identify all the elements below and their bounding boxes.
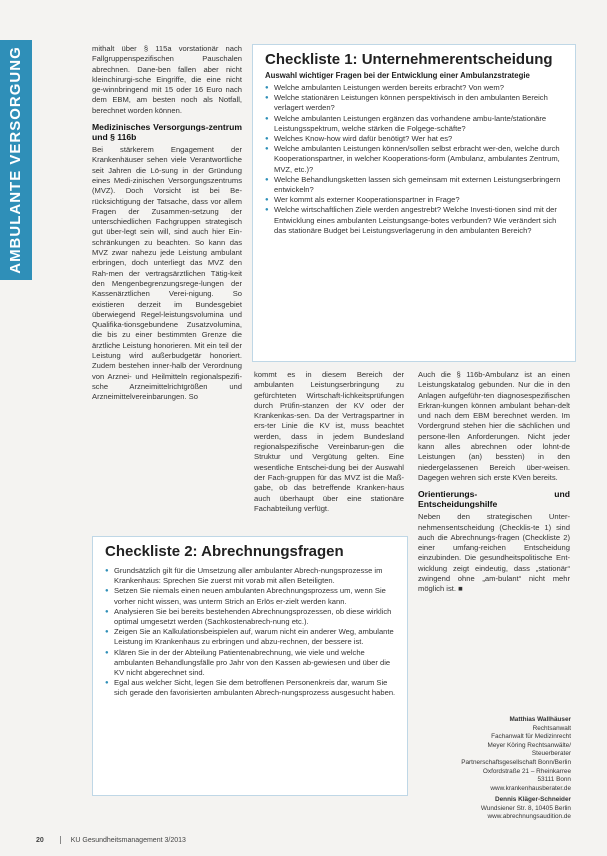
checklist-1-item: ● Wer kommt als externer Kooperationspartner in Frage? [265, 195, 565, 205]
left-intro-text: mithalt über § 115a vorstationär nach Fallgruppenspezifischen Pauschalen abrechnen. Dane-ben fallen aber nicht kleinchirurgi-sche Eingriffe, die eine nicht ge-winnbringend mit 15 oder 16 Euro nach dem EBM, am besten noch als Notfall, berechnet worden können. [92, 44, 242, 115]
author-2-name: Dennis Kläger-Schneider [495, 796, 571, 803]
author-1-line: Oxfordstraße 21 – Rheinkarree [482, 767, 571, 775]
checklist-1-list [265, 83, 565, 236]
mvz-heading: Medizinisches Versorgungs-zentrum und § 116b [92, 122, 242, 143]
author-block-2 [481, 796, 571, 822]
publication-name: KU Gesundheitsmanagement 3/2013 [70, 836, 186, 844]
checklist-1-item: ● Welche ambulanten Leistungen können/sollen selbst erbracht wer-den, welche durch Kooperationspartner, in welcher Kooperations-form (Ambulanz, ambulantes Zentrum, MVZ, etc.)? [265, 144, 565, 175]
right-column [418, 370, 570, 595]
checklist-2-box [92, 536, 408, 796]
author-1-line: 53111 Bonn [537, 776, 571, 784]
author-1-line: Rechtsanwalt [532, 724, 571, 732]
author-block-1 [461, 716, 571, 793]
checklist-2-item: ● Analysieren Sie bei bereits bestehenden Abrechnungsprozessen, ob diese wirklich optimal umgesetzt werden (Sachkostenabrech-nung etc.). [105, 607, 397, 627]
page-footer [36, 836, 186, 844]
checklist-2-item: ● Zeigen Sie an Kalkulationsbeispielen auf, warum nicht ein anderer Weg, ambulante Leistung im Krankenhaus zu erbringen und abzu-rechnen, der bessere ist. [105, 627, 397, 647]
checklist-2-item: ● Grundsätzlich gilt für die Umsetzung aller ambulanter Abrech-nungsprozesse im Krankenhaus: Sprechen Sie zuerst mit vorab mit allen Beteiligten. [105, 566, 397, 586]
author-2-line: Wundsiener Str. 8, 10405 Berlin [480, 804, 571, 812]
checklist-1-item: ● Welche ambulanten Leistungen ergänzen das vorhandene ambu-lante/stationäre Leistungsspektrum, welche stärken die Folgege-schäfte? [265, 114, 565, 134]
left-column [92, 44, 242, 403]
author-1-line: Meyer Köring Rechtsanwälte/ [487, 741, 571, 749]
author-1-line: Fachanwalt für Medizinrecht [491, 733, 571, 741]
footer-divider [60, 836, 61, 844]
right-body-text-1: Auch die § 116b-Ambulanz ist an einen Leistungskatalog gebunden. Nur die in den Anlagen aufgeführ-ten diagnosespezifischen Erkran-kungen können ambulant behan-delt und nach dem EBM berechnet werden. Im Vordergrund stehen hier die sächlichen und persone-llen Anforderungen. Nicht jeder kann alles abrechnen oder lohnt-de Leistungen (an) bessten) in den niedergelassenen Bereich über-weisen. Dagegen wehren sich erste KVen bereits. [418, 370, 570, 482]
checklist-2-item: ● Klären Sie in der der Abteilung Patientenabrechnung, wie viele und welche ambulanten Behandlungsfälle pro Jahr von den Kassen ab-gewiesen und über die KV nicht abgerechnet sind. [105, 648, 397, 679]
author-1-link[interactable]: www.krankenhausberater.de [490, 784, 571, 792]
author-2-link[interactable]: www.abrechnungsaudition.de [487, 813, 571, 821]
checklist-1-subtitle: Auswahl wichtiger Fragen bei der Entwicklung einer Ambulanzstrategie [265, 71, 530, 80]
checklist-2-item: ● Setzen Sie niemals einen neuen ambulanten Abrechnungsprozess um, wenn Sie vorher nicht wissen, was unterm Strich an Erlös er-zielt werden kann. [105, 586, 397, 606]
checklist-1-item: ● Welche stationären Leistungen können perspektivisch in den ambulanten Bereich verlagert werden? [265, 93, 565, 113]
page-number: 20 [36, 836, 44, 844]
checklist-1-title: Checkliste 1: Unternehmerentscheidung [265, 51, 553, 68]
orientation-heading: Orientierungs- und Entscheidungshilfe [418, 489, 570, 510]
checklist-2-item: ● Egal aus welcher Sicht, legen Sie dem betroffenen Personenkreis dar, warum Sie sich gerade den favorisierten ambulanten Abrech-nungsprozess ausgesucht haben. [105, 678, 397, 698]
checklist-1-item: ● Welche Behandlungsketten lassen sich gemeinsam mit externen Leistungserbringern entwickeln? [265, 175, 565, 195]
middle-body-text: kommt es in diesem Bereich der ambulanten Leistungserbringung zu gefürchteten Wirtschaft-lichkeitsprüfungen durch Prüfin-stanzen der KV oder der Krankenkas-sen. Da der Vertragspartner in ers-ter Linie die KV ist, muss beachtet werden, dass in jedem Bundesland regionalspezifische Vereinbarun-gen die Struktur und Vergütung gelten. Eine wesentliche Entschei-dung bei der Auswahl der Fach-gruppen für das MVZ ist die Maß-gabe, ob das betreffende Kranken-haus auch überhaupt über eine stationäre Fachabteilung verfügt. [254, 370, 404, 513]
middle-column [254, 370, 404, 514]
author-1-line: Partnerschaftsgesellschaft Bonn/Berlin [461, 758, 571, 766]
author-1-name: Matthias Wallhäuser [509, 716, 571, 723]
checklist-1-item: ● Welches Know-how wird dafür benötigt? Wer hat es? [265, 134, 565, 144]
checklist-1-item: ● Welche wirtschaftlichen Ziele werden angestrebt? Welche Investi-tionen sind mit der Entwicklung eines ambulanten Leistungsange-botes verbunden? Wie verändert sich das stationäre Budget bei Leistungsverlagerung in den ambulanten Bereich? [265, 205, 565, 236]
checklist-1-box [252, 44, 576, 362]
checklist-2-list [105, 566, 397, 699]
checklist-2-title: Checkliste 2: Abrechnungsfragen [105, 543, 344, 560]
section-tab-label: AMBULANTE VERSORGUNG [7, 46, 24, 274]
right-body-text-2: Neben den strategischen Unter-nehmensentscheidung (Checklis-te 1) sind auch die Abrechnungs-fragen (Checkliste 2) einer umfang-reichen Entscheidung einzubinden. Die gesundheitspolitische Ent-wicklung zeigt eindeutig, dass „stationär“ zwingend ohne „am-bulant“ nicht mehr möglich ist. ■ [418, 512, 570, 594]
left-body-text: Bei stärkerem Engagement der Krankenhäuser sehen viele Verantwortliche seit Jahren die Lö-sung in der Gründung eines Medi-zinischen Versorgungszentrums (MVZ). Doch Vorsicht ist bei Be-rücksichtigung der Tatsache, dass vor allem Fragen der Zusammen-setzung der unterschiedlichen Fachgruppen strategisch gut über-legt sein will, sind auch hier Ein-schränkungen zu beachten. So kann das MVZ zwar nahezu jede Leistung ambulant erbringen, doch unterliegt das MVZ den Rah-men der vertragsärztlichen Tätig-keit den Mengenbegrenzungsrege-lungen der Kassenärztlichen Verei-nigung. So existieren derzeit im Bundesgebiet überwiegend Regel-leistungsvolumina und Qualifika-tionsgebundene Zusatzvolumina, die bis zu einer bestimmten Grenze die ärztliche Leistung honorieren. Mit ein teil der Leistung wird außerbudgetär honoriert. Zudem bestehen inner-halb der Verordnung von Arznei- und Heilmitteln regionalspezifi-sche Arzneimittelrichtgrößen und Arzneimittelvereinbarungen. So [92, 145, 242, 402]
author-1-line: Steuerberater [531, 750, 571, 758]
checklist-1-item: ● Welche ambulanten Leistungen werden bereits erbracht? Von wem? [265, 83, 565, 93]
section-tab [0, 40, 32, 280]
